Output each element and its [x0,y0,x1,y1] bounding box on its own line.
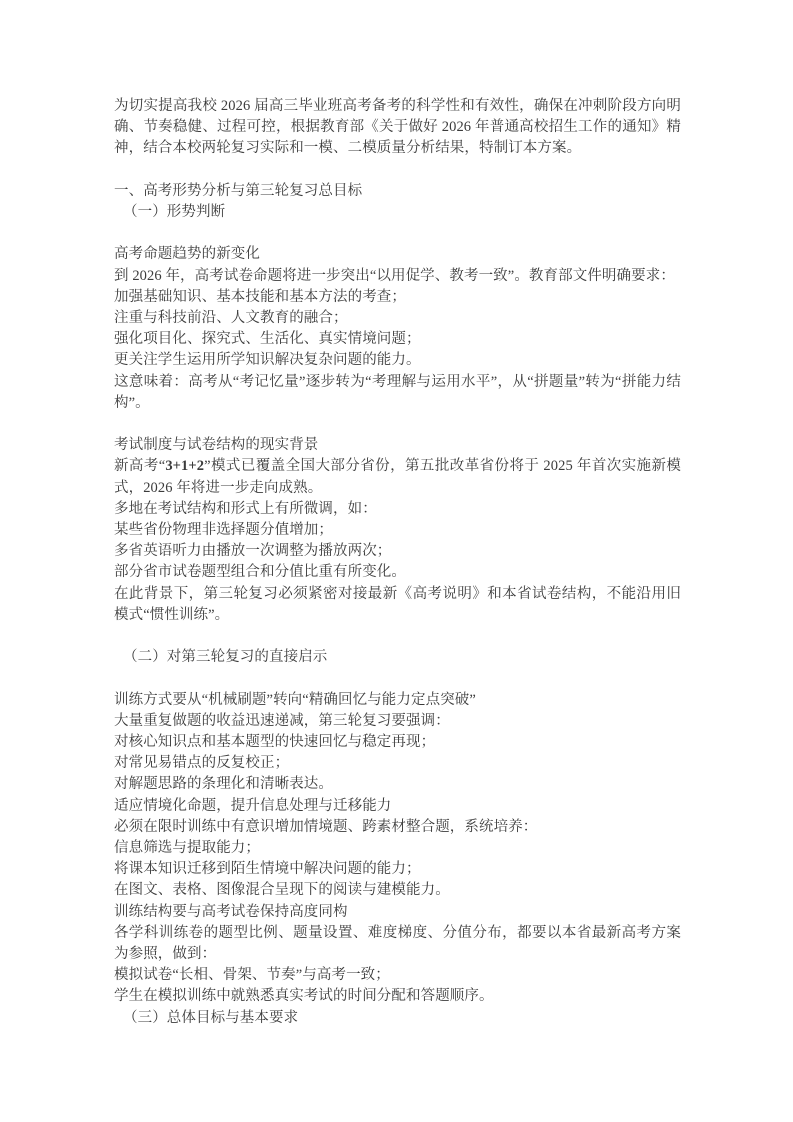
paragraph: （三）总体目标与基本要求 [123,1009,299,1026]
paragraph: 这意味着：高考从“考记忆量”逐步转为“考理解与运用水平”，从“拼题量”转为“拼能力结构”。 [114,373,681,411]
paragraph: 信息筛选与提取能力； [114,840,260,857]
paragraph: 到 2026 年，高考试卷命题将进一步突出“以用促学、教考一致”。教育部文件明确要求： [114,267,675,284]
paragraph: 大量重复做题的收益迅速递减，第三轮复习要强调： [114,712,450,729]
paragraph: 考试制度与试卷结构的现实背景 [114,437,319,454]
paragraph-spacer [114,160,681,181]
paragraph: 各学科训练卷的题型比例、题量设置、难度梯度、分值分布，都要以本省最新高考方案为参照，做到： [114,924,681,963]
paragraph: 训练结构要与高考试卷保持高度同构 [114,903,348,920]
paragraph: （二）对第三轮复习的直接启示 [123,649,328,666]
paragraph: 在此背景下，第三轮复习必须紧密对接最新《高考说明》和本省试卷结构，不能沿用旧模式“惯性训练”。 [114,585,681,623]
paragraph: 将课本知识迁移到陌生情境中解决问题的能力； [114,861,421,878]
paragraph: 某些省份物理非选择题分值增加； [114,522,333,539]
paragraph: 高考命题趋势的新变化 [114,246,260,263]
paragraph: 加强基础知识、基本技能和基本方法的考查； [114,288,406,305]
paragraph: 多省英语听力由播放一次调整为播放两次； [114,543,392,560]
paragraph: 必须在限时训练中有意识增加情境题、跨素材整合题，系统培养： [114,818,538,835]
paragraph: （一）形势判断 [123,204,226,220]
emphasis-text: 3+1+2 [165,458,205,475]
paragraph-spacer [114,668,681,689]
paragraph: 对解题思路的条理化和清晰表达。 [114,776,333,793]
paragraph: 在图文、表格、图像混合呈现下的阅读与建模能力。 [114,882,450,899]
paragraph: 对常见易错点的反复校正； [114,755,290,772]
paragraph: 部分省市试卷题型组合和分值比重有所变化。 [114,564,406,581]
paragraph: 模拟试卷“长相、骨架、节奏”与高考一致； [114,967,390,984]
paragraph: 多地在考试结构和形式上有所微调，如： [114,500,377,517]
paragraph-spacer [114,626,681,647]
paragraph: 对核心知识点和基本题型的快速回忆与稳定再现； [114,734,436,751]
paragraph: 更关注学生运用所学知识解决复杂问题的能力。 [114,352,421,369]
paragraph: 一、高考形势分析与第三轮复习总目标 [114,182,363,199]
paragraph: 学生在模拟训练中就熟悉真实考试的时间分配和答题顺序。 [114,988,494,1005]
paragraph: 新高考“3+1+2”模式已覆盖全国大部分省份，第五批改革省份将于 2025 年首次实施新模式，2026 年将进一步走向成熟。 [114,458,681,496]
paragraph-spacer [114,414,681,435]
paragraph: 注重与科技前沿、人文教育的融合； [114,310,348,326]
paragraph-spacer [114,223,681,244]
paragraph: 强化项目化、探究式、生活化、真实情境问题； [114,331,421,348]
paragraph: 适应情境化命题，提升信息处理与迁移能力 [114,797,392,814]
paragraph: 为切实提高我校 2026 届高三毕业班高考备考的科学性和有效性，确保在冲刺阶段方向明确、节奏稳健、过程可控，根据教育部《关于做好 2026 年普通高校招生工作的通知》精神，结合本校两轮复习实际和一模、二模质量分析结果，特制订本方案。 [114,98,681,157]
document-body [114,96,681,1029]
paragraph: 训练方式要从“机械刷题”转向“精确回忆与能力定点突破” [114,691,476,708]
